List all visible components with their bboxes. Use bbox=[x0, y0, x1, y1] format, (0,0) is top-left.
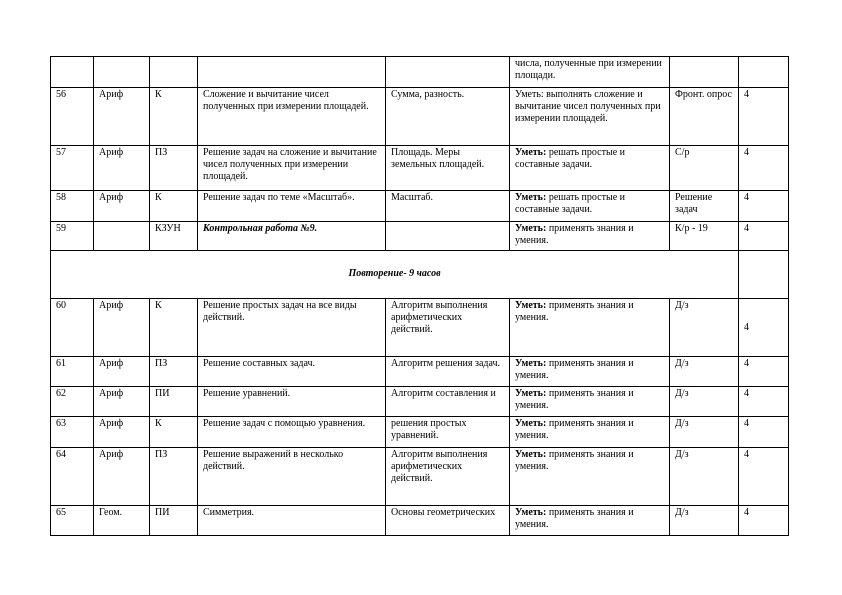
cell-num: 63 bbox=[51, 417, 94, 448]
skills-label: Уметь: bbox=[515, 358, 547, 369]
cell-section bbox=[94, 222, 150, 251]
skills-text: применять знания и умения. bbox=[515, 358, 634, 382]
cell-control: Д/з bbox=[670, 299, 739, 357]
cell-section: Ариф bbox=[94, 146, 150, 191]
cell-skills bbox=[510, 299, 670, 357]
cell-type: ПЗ bbox=[150, 357, 198, 387]
cell-section: Ариф bbox=[94, 417, 150, 448]
cell-section: Ариф bbox=[94, 387, 150, 417]
skills-text: применять знания и умения. bbox=[515, 418, 634, 442]
cell-topic: Сложение и вычитание чисел полученных при измерении площадей. bbox=[198, 88, 386, 146]
cell-concepts: Алгоритм решения задач. bbox=[386, 357, 510, 387]
skills-label: Уметь: bbox=[515, 147, 547, 158]
cell-topic: Решение задач по теме «Масштаб». bbox=[198, 191, 386, 222]
table-row bbox=[51, 357, 789, 387]
cell-section: Ариф bbox=[94, 357, 150, 387]
cell-hours: 4 bbox=[739, 146, 789, 191]
cell-hours: 4 bbox=[739, 299, 789, 357]
skills-label: Уметь: bbox=[515, 223, 547, 234]
cell-num: 61 bbox=[51, 357, 94, 387]
cell-type: К bbox=[150, 299, 198, 357]
cell-control: С/р bbox=[670, 146, 739, 191]
cell-skills bbox=[510, 448, 670, 506]
cell-control: Д/з bbox=[670, 357, 739, 387]
cell-control: Д/з bbox=[670, 417, 739, 448]
cell-topic: Решение составных задач. bbox=[198, 357, 386, 387]
cell-hours: 4 bbox=[739, 506, 789, 536]
cell-skills bbox=[510, 387, 670, 417]
cell-concepts bbox=[386, 57, 510, 88]
cell-section: Ариф bbox=[94, 299, 150, 357]
cell-section: Ариф bbox=[94, 88, 150, 146]
cell-topic: Решение задач на сложение и вычитание чисел полученных при измерении площадей. bbox=[198, 146, 386, 191]
section-row bbox=[51, 251, 789, 299]
cell-concepts: Площадь. Меры земельных площадей. bbox=[386, 146, 510, 191]
cell-control bbox=[670, 57, 739, 88]
cell-concepts: Алгоритм выполнения арифметических действий. bbox=[386, 299, 510, 357]
table-row bbox=[51, 88, 789, 146]
cell-concepts: Основы геометрических bbox=[386, 506, 510, 536]
skills-label: Уметь: bbox=[515, 192, 547, 203]
cell-concepts bbox=[386, 222, 510, 251]
cell-control: К/р - 19 bbox=[670, 222, 739, 251]
cell-concepts: Сумма, разность. bbox=[386, 88, 510, 146]
table-row bbox=[51, 299, 789, 357]
cell-num: 65 bbox=[51, 506, 94, 536]
cell-control: Д/з bbox=[670, 506, 739, 536]
section-title: Повторение- 9 часов bbox=[51, 251, 739, 299]
skills-label: Уметь: bbox=[515, 418, 547, 429]
cell-topic: Решение выражений в несколько действий. bbox=[198, 448, 386, 506]
cell-skills bbox=[510, 57, 670, 88]
cell-control: Решение задач bbox=[670, 191, 739, 222]
cell-num: 56 bbox=[51, 88, 94, 146]
cell-skills bbox=[510, 191, 670, 222]
cell-type: КЗУН bbox=[150, 222, 198, 251]
cell-type: ПЗ bbox=[150, 146, 198, 191]
skills-label: Уметь: bbox=[515, 449, 547, 460]
skills-label: Уметь: bbox=[515, 300, 547, 311]
cell-type: ПЗ bbox=[150, 448, 198, 506]
table-row bbox=[51, 146, 789, 191]
cell-topic: Решение задач с помощью уравнения. bbox=[198, 417, 386, 448]
cell-section bbox=[94, 57, 150, 88]
cell-hours: 4 bbox=[739, 448, 789, 506]
table-row bbox=[51, 448, 789, 506]
skills-text: применять знания и умения. bbox=[515, 449, 634, 473]
cell-type bbox=[150, 57, 198, 88]
lesson-plan-table bbox=[50, 56, 789, 536]
cell-topic: Решение простых задач на все виды действий. bbox=[198, 299, 386, 357]
cell-skills bbox=[510, 88, 670, 146]
skills-label: Уметь: bbox=[515, 507, 547, 518]
cell-control: Фронт. опрос bbox=[670, 88, 739, 146]
skills-text: числа, полученные при измерении площади. bbox=[515, 58, 662, 82]
cell-num: 62 bbox=[51, 387, 94, 417]
skills-label: Уметь: bbox=[515, 388, 547, 399]
skills-text: Уметь: выполнять сложение и вычитание чисел полученных при измерении площадей. bbox=[515, 89, 661, 125]
cell-skills bbox=[510, 222, 670, 251]
skills-text: решать простые и составные задачи. bbox=[515, 147, 625, 171]
table-row bbox=[51, 191, 789, 222]
cell-topic: Решение уравнений. bbox=[198, 387, 386, 417]
cell-topic bbox=[198, 57, 386, 88]
cell-control: Д/з bbox=[670, 448, 739, 506]
cell-num: 58 bbox=[51, 191, 94, 222]
cell-num: 57 bbox=[51, 146, 94, 191]
skills-text: применять знания и умения. bbox=[515, 300, 634, 324]
cell-type: К bbox=[150, 417, 198, 448]
cell-section: Геом. bbox=[94, 506, 150, 536]
cell-concepts: Алгоритм выполнения арифметических действий. bbox=[386, 448, 510, 506]
skills-text: решать простые и составные задачи. bbox=[515, 192, 625, 216]
cell-topic: Симметрия. bbox=[198, 506, 386, 536]
table-row bbox=[51, 387, 789, 417]
cell-skills bbox=[510, 417, 670, 448]
table-row bbox=[51, 506, 789, 536]
cell-skills bbox=[510, 506, 670, 536]
cell-concepts: Алгоритм составления и bbox=[386, 387, 510, 417]
cell-skills bbox=[510, 146, 670, 191]
cell-control: Д/з bbox=[670, 387, 739, 417]
table-row bbox=[51, 222, 789, 251]
cell-num bbox=[51, 57, 94, 88]
cell-type: ПИ bbox=[150, 387, 198, 417]
cell-section: Ариф bbox=[94, 191, 150, 222]
cell-hours: 4 bbox=[739, 387, 789, 417]
cell-num: 64 bbox=[51, 448, 94, 506]
table-row bbox=[51, 417, 789, 448]
cell-topic: Контрольная работа №9. bbox=[198, 222, 386, 251]
skills-text: применять знания и умения. bbox=[515, 507, 634, 531]
cell-num: 60 bbox=[51, 299, 94, 357]
cell-hours bbox=[739, 57, 789, 88]
table-row bbox=[51, 57, 789, 88]
cell-num: 59 bbox=[51, 222, 94, 251]
cell-concepts: Масштаб. bbox=[386, 191, 510, 222]
cell-hours bbox=[739, 251, 789, 299]
cell-type: К bbox=[150, 191, 198, 222]
cell-hours: 4 bbox=[739, 222, 789, 251]
cell-hours: 4 bbox=[739, 357, 789, 387]
cell-hours: 4 bbox=[739, 191, 789, 222]
cell-hours: 4 bbox=[739, 88, 789, 146]
cell-section: Ариф bbox=[94, 448, 150, 506]
skills-text: применять знания и умения. bbox=[515, 388, 634, 412]
cell-concepts: решения простых уравнений. bbox=[386, 417, 510, 448]
cell-skills bbox=[510, 357, 670, 387]
cell-hours: 4 bbox=[739, 417, 789, 448]
cell-type: ПИ bbox=[150, 506, 198, 536]
skills-text: применять знания и умения. bbox=[515, 223, 634, 247]
cell-type: К bbox=[150, 88, 198, 146]
